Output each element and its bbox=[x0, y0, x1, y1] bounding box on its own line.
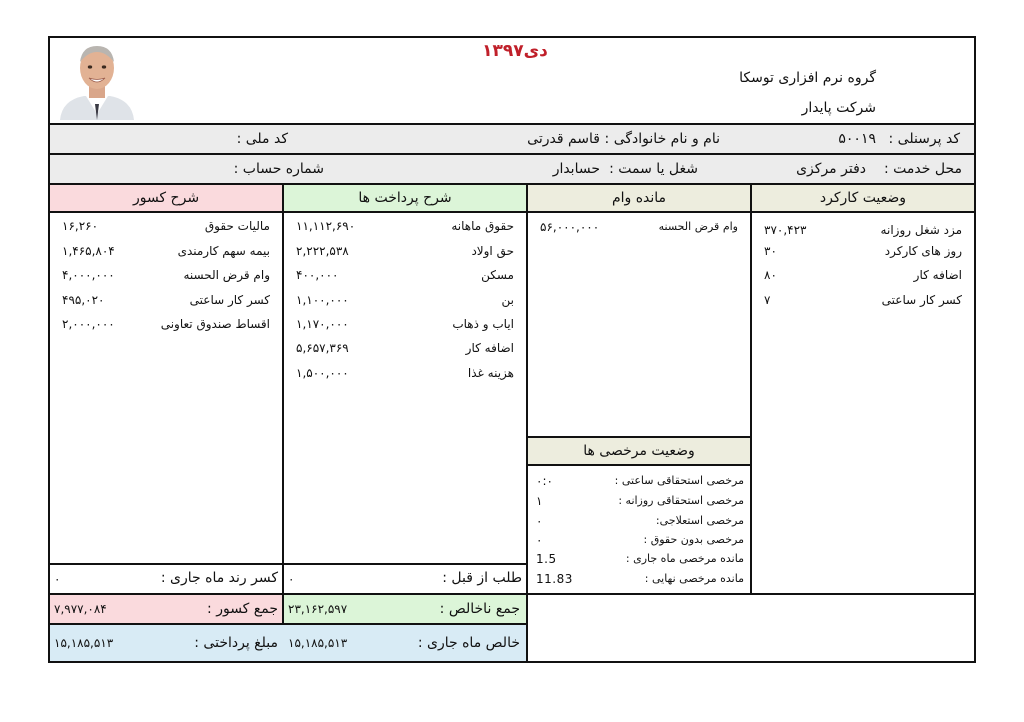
payment-value: ۱,۱۰۰,۰۰۰ bbox=[296, 293, 349, 307]
previous-claim-value: ۰ bbox=[288, 572, 295, 586]
rounding-value: ۰ bbox=[54, 572, 61, 586]
payment-value: ۵,۶۵۷,۳۶۹ bbox=[296, 341, 349, 355]
leave-value: ۰:۰ bbox=[536, 474, 553, 488]
net-label: خالص ماه جاری : bbox=[417, 635, 520, 651]
deduction-label: وام قرض الحسنه bbox=[183, 268, 270, 282]
payment-label: بن bbox=[501, 293, 514, 307]
payment-value: ۲,۲۲۲,۵۳۸ bbox=[296, 244, 349, 258]
loan-value: ۵۶,۰۰۰,۰۰۰ bbox=[540, 220, 600, 234]
work-status-label: کسر کار ساعتی bbox=[881, 293, 962, 307]
full-name-label: نام و نام خانوادگی : bbox=[604, 131, 720, 147]
workplace: دفتر مرکزی bbox=[796, 161, 866, 177]
payments-header: شرح پرداخت ها bbox=[284, 185, 526, 211]
work-status-label: اضافه کار bbox=[913, 268, 962, 282]
loan-balance-header: مانده وام bbox=[528, 185, 750, 211]
gross-label: جمع ناخالص : bbox=[439, 601, 520, 617]
deduction-value: ۴,۰۰۰,۰۰۰ bbox=[62, 268, 115, 282]
payment-label: هزینه غذا bbox=[467, 366, 514, 380]
personnel-code: ۵۰۰۱۹ bbox=[838, 131, 876, 147]
leave-label: مانده مرخصی ماه جاری : bbox=[625, 552, 744, 565]
total-deductions-label: جمع کسور : bbox=[207, 601, 278, 617]
work-status-label: مزد شغل روزانه bbox=[880, 223, 962, 237]
leave-status-header: وضعیت مرخصی ها bbox=[528, 438, 750, 464]
leave-value: ۰ bbox=[536, 514, 543, 528]
leave-label: مرخصی بدون حقوق : bbox=[643, 533, 744, 546]
company-name: شرکت پایدار bbox=[801, 100, 876, 116]
deduction-label: مالیات حقوق bbox=[204, 219, 270, 233]
work-status-value: ۳۰ bbox=[764, 244, 777, 258]
total-deductions-value: ۷,۹۷۷,۰۸۴ bbox=[54, 602, 107, 616]
leave-label: مرخصی استحقاقی ساعتی : bbox=[614, 474, 744, 487]
workplace-label: محل خدمت : bbox=[883, 161, 962, 177]
job: حسابدار bbox=[552, 161, 600, 177]
previous-claim-label: طلب از قبل : bbox=[442, 570, 522, 586]
deduction-value: ۱,۴۶۵,۸۰۴ bbox=[62, 244, 115, 258]
leave-label: مرخصی استحقاقی روزانه : bbox=[618, 494, 744, 507]
account-label: شماره حساب : bbox=[233, 161, 324, 177]
payable-value: ۱۵,۱۸۵,۵۱۳ bbox=[54, 636, 114, 650]
payment-label: مسکن bbox=[481, 268, 514, 282]
deduction-label: کسر کار ساعتی bbox=[189, 293, 270, 307]
work-status-header: وضعیت کارکرد bbox=[752, 185, 974, 211]
work-status-value: ۷ bbox=[764, 293, 771, 307]
payslip-month: دی۱۳۹۷ bbox=[482, 41, 548, 61]
payment-label: ایاب و ذهاب bbox=[452, 317, 514, 331]
leave-value: 11.83 bbox=[536, 572, 573, 586]
company-group: گروه نرم افزاری توسکا bbox=[739, 70, 876, 86]
deduction-label: بیمه سهم کارمندی bbox=[177, 244, 270, 258]
payable-label: مبلغ پرداختی : bbox=[194, 635, 278, 651]
work-status-value: ۳۷۰,۴۲۳ bbox=[764, 223, 807, 237]
payment-label: حق اولاد bbox=[471, 244, 514, 258]
leave-label: مرخصی استعلاجی: bbox=[655, 514, 744, 527]
work-status-label: روز های کارکرد bbox=[884, 244, 962, 258]
national-code-label: کد ملی : bbox=[236, 131, 288, 147]
work-status-value: ۸۰ bbox=[764, 268, 777, 282]
leave-label: مانده مرخصی نهایی : bbox=[644, 572, 744, 585]
payment-label: حقوق ماهانه bbox=[451, 219, 514, 233]
employee-photo bbox=[56, 40, 138, 120]
personnel-code-label: کد پرسنلی : bbox=[888, 131, 960, 147]
job-label: شغل یا سمت : bbox=[609, 161, 698, 177]
deduction-value: ۴۹۵,۰۲۰ bbox=[62, 293, 105, 307]
deduction-label: اقساط صندوق تعاونی bbox=[160, 317, 270, 331]
gross-value: ۲۳,۱۶۲,۵۹۷ bbox=[288, 602, 348, 616]
deduction-value: ۱۶,۲۶۰ bbox=[62, 219, 99, 233]
loan-label: وام قرض الحسنه bbox=[658, 220, 738, 233]
leave-value: ۰ bbox=[536, 533, 543, 547]
deduction-value: ۲,۰۰۰,۰۰۰ bbox=[62, 317, 115, 331]
deductions-header: شرح کسور bbox=[50, 185, 282, 211]
payment-label: اضافه کار bbox=[465, 341, 514, 355]
full-name: قاسم قدرتی bbox=[527, 131, 600, 147]
rounding-label: کسر رند ماه جاری : bbox=[160, 570, 278, 586]
payment-value: ۱۱,۱۱۲,۶۹۰ bbox=[296, 219, 356, 233]
payment-value: ۴۰۰,۰۰۰ bbox=[296, 268, 339, 282]
payment-value: ۱,۱۷۰,۰۰۰ bbox=[296, 317, 349, 331]
leave-value: ۱ bbox=[536, 494, 543, 508]
leave-value: 1.5 bbox=[536, 552, 557, 566]
payment-value: ۱,۵۰۰,۰۰۰ bbox=[296, 366, 349, 380]
net-value: ۱۵,۱۸۵,۵۱۳ bbox=[288, 636, 348, 650]
